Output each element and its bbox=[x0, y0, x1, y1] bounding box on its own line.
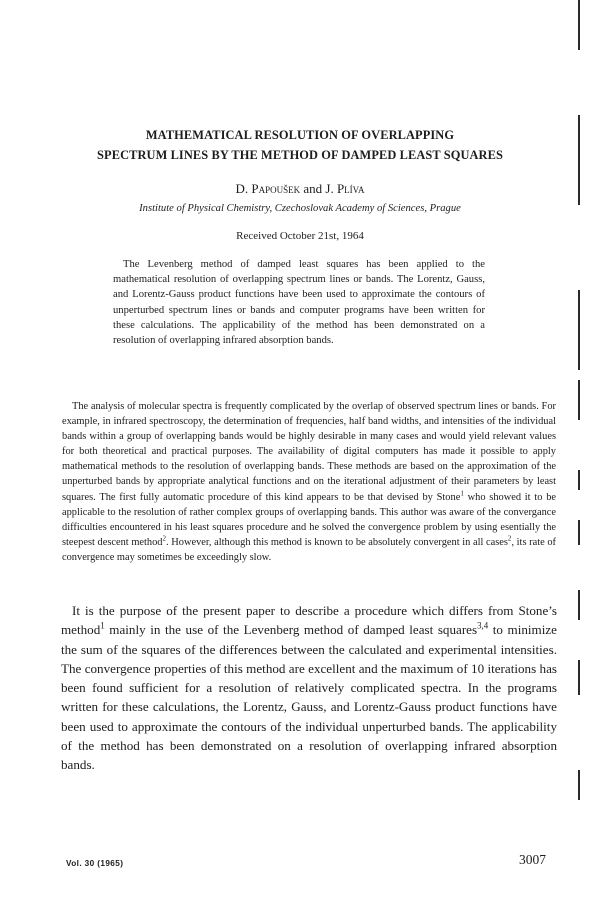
scan-edge-line bbox=[578, 520, 580, 545]
title-line-1: MATHEMATICAL RESOLUTION OF OVERLAPPING bbox=[145, 128, 455, 142]
article-title bbox=[40, 125, 560, 165]
paragraph-text: The analysis of molecular spectra is frequently complicated by the overlap of observed spectrum lines or bands. For example, in infrared spectroscopy, the determination of frequencies, half band widths, and intensities of the individual bands within a group of overlapping bands would be highly desirable in many cases and would yield relevant values for both theoretical and practical purposes. The availability of digital computers has made it possible to apply mathematical methods to the resolution of overlapping bands. These methods are based on the approximation of the unperturbed bands by appropriate analytical functions and on the iterational adjustment of their parameters by least squares. The first fully automatic procedure of this kind appears to be that devised by Stone bbox=[62, 401, 556, 503]
paragraph-text: , its rate of convergence may sometimes be exceedingly slow. bbox=[62, 536, 556, 563]
author-line bbox=[0, 181, 600, 197]
scan-edge-line bbox=[578, 470, 580, 490]
volume-info: Vol. 30 (1965) bbox=[66, 859, 124, 868]
scan-edge-line bbox=[578, 380, 580, 420]
scan-edge-line bbox=[578, 770, 580, 800]
author-2-surname: Plíva bbox=[336, 181, 365, 196]
scan-edge-line bbox=[578, 660, 580, 695]
page-number: 3007 bbox=[519, 852, 546, 867]
title-line-2: SPECTRUM LINES BY THE METHOD OF DAMPED LEAST SQUARES bbox=[97, 148, 503, 162]
citation-ref: 3,4 bbox=[477, 620, 489, 631]
author-joiner: and J. bbox=[300, 181, 337, 196]
author-1-surname: Papoušek bbox=[251, 181, 301, 196]
received-date: Received October 21st, 1964 bbox=[236, 230, 364, 242]
citation-ref: 1 bbox=[460, 489, 464, 498]
scan-edge-line bbox=[578, 590, 580, 620]
abstract: The Levenberg method of damped least squares has been applied to the mathematical resolution of overlapping spectrum lines or bands. The Lorentz, Gauss, and Lorentz-Gauss product functions have been used to approximate the contours of unperturbed spectrum lines or bands and computer programs have been written for these calculations. The applicability of the method has been demonstrated on a resolution of overlapping infrared absorption bands. bbox=[113, 259, 485, 347]
author-1-initial: D. bbox=[235, 181, 252, 196]
citation-ref: 2 bbox=[162, 534, 167, 543]
paragraph-text: It is the purpose of the present paper to describe a procedure which differs from Stone’s method bbox=[61, 603, 557, 638]
paragraph-text: . However, although this method is known to be absolutely convergent in all cases bbox=[166, 536, 508, 548]
paragraph-text: mainly in the use of the Levenberg method of damped least squares bbox=[104, 622, 478, 638]
citation-ref: 2 bbox=[507, 534, 512, 543]
paragraph-text: to minimize the sum of the squares of the differences between the calculated and experimental intensities. The convergence properties of this method are excellent and the maximum of 10 iterations has been found sufficient for a resolution of relatively complicated spectra. In the programs written for these calculations, the Lorentz, Gauss, and Lorentz-Gauss product functions have been used to approximate the contours of the individual unperturbed bands. The applicability of the method has been demonstrated on a resolution of overlapping infrared absorption bands. bbox=[61, 622, 557, 773]
affiliation: Institute of Physical Chemistry, Czechoslovak Academy of Sciences, Prague bbox=[139, 203, 461, 214]
citation-ref: 1 bbox=[100, 620, 105, 631]
scan-edge-line bbox=[578, 0, 580, 50]
scan-edge-line bbox=[578, 290, 580, 370]
paragraph-text: who showed it to be applicable to the resolution of rather complex groups of overlapping bands. This author was aware of the convergance difficulties encountered in his least squares procedure and he solved the convergence problem by using esentially the steepest descent method bbox=[62, 491, 557, 548]
purpose-paragraph bbox=[61, 601, 557, 775]
intro-paragraph bbox=[62, 399, 556, 565]
